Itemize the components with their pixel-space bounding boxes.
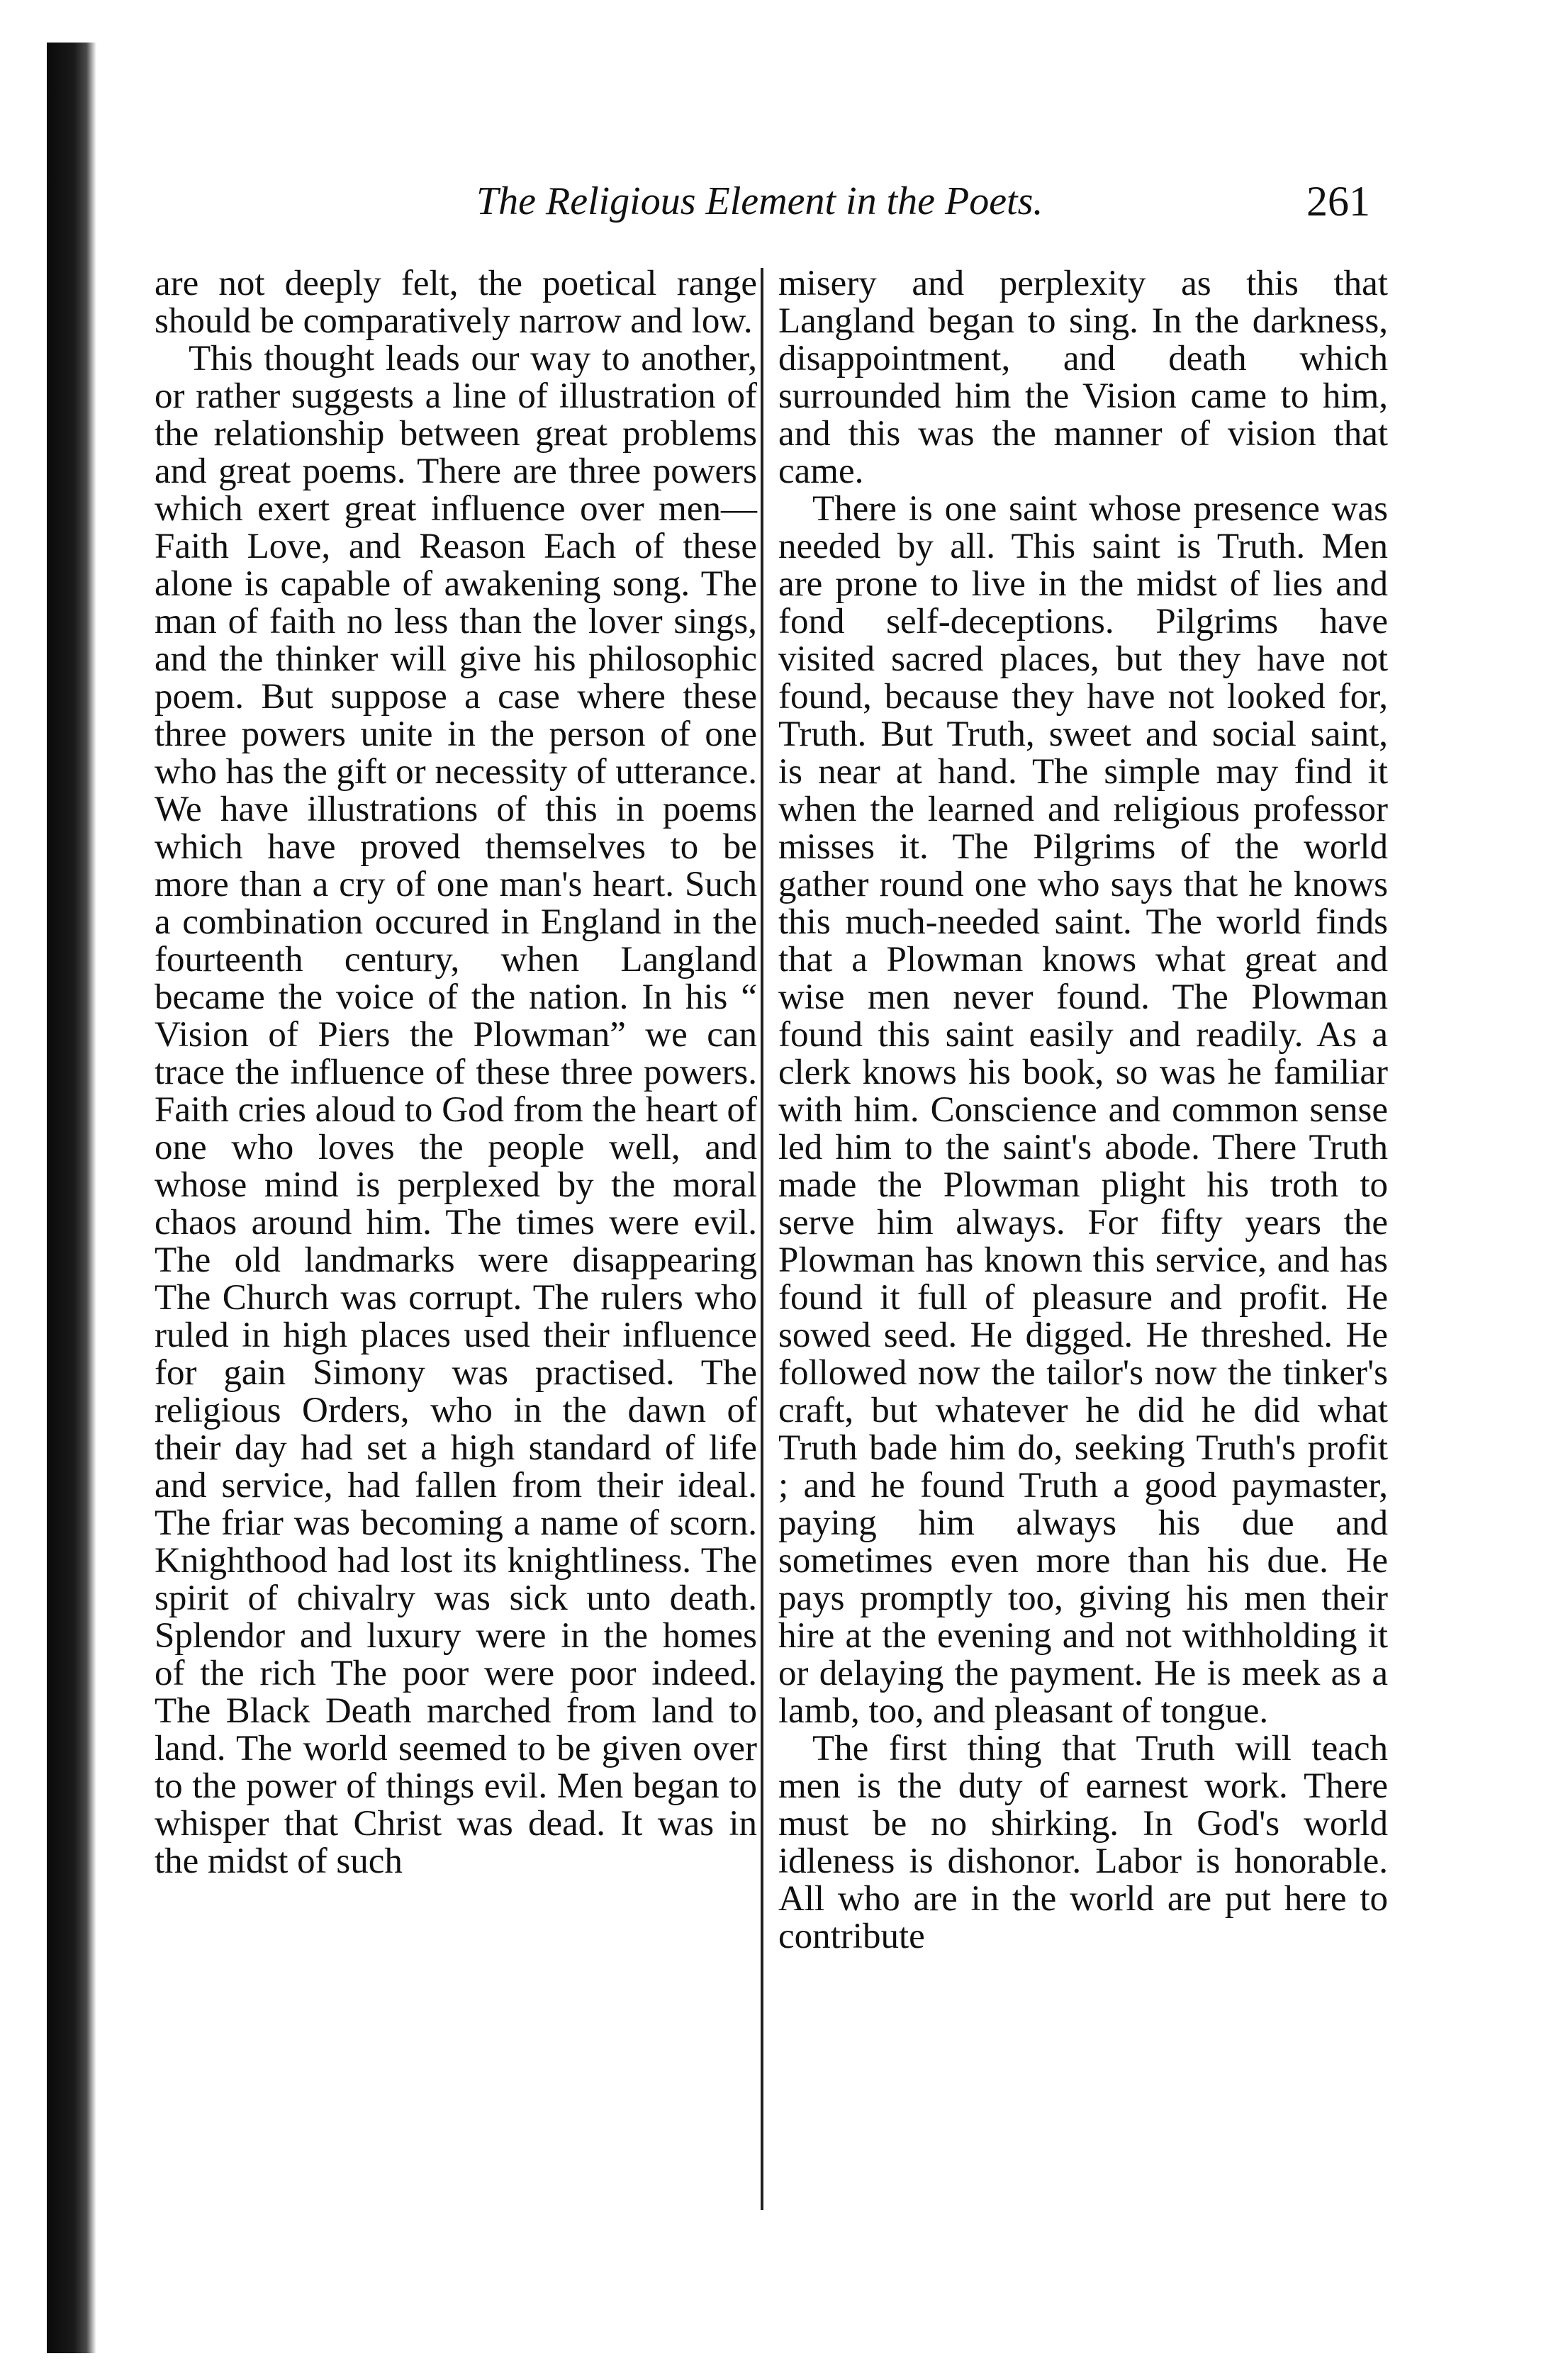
right-column [778,265,1388,1956]
paragraph: are not deeply felt, the poetical range should be comparatively narrow and low. [155,264,757,341]
paragraph: There is one saint whose presence was needed by all. This saint is Truth. Men are prone to live in the midst of lies and fond self-deceptions. Pilgrims have visited sacred places, but they have not found, because they have not looked for, Truth. But Truth, sweet and social saint, is near at hand. The simple may find it when the learned and religious professor misses it. The Pilgrims of the world gather round one who says that he knows this much-needed saint. The world finds that a Plowman knows what great and wise men never found. The Plowman found this saint easily and readily. As a clerk knows his book, so was he familiar with him. Conscience and common sense led him to the saint's abode. There Truth made the Plowman plight his troth to serve him always. For fifty years the Plowman has known this service, and has found it full of pleasure and profit. He sowed seed. He digged. He threshed. He followed now the tailor's now the tinker's craft, but whatever he did he did what Truth bade him do, seeking Truth's profit ; and he found Truth a good paymaster, paying him always his due and sometimes even more than his due. He pays promptly too, giving his men their hire at the evening and not withholding it or delaying the payment. He is meek as a lamb, too, and pleasant of tongue. [778,489,1388,1731]
binding-edge [47,43,96,2353]
left-column [155,265,757,1880]
page-number: 261 [1306,178,1370,225]
paragraph: The first thing that Truth will teach men is the duty of earnest work. There must be no shirking. In God's world idleness is dishonor. Labor is honorable. All who are in the world are put here to contribute [778,1729,1388,1956]
running-head [0,173,1568,230]
paragraph: misery and perplexity as this that Langland began to sing. In the darkness, disappointment, and death which surrounded him the Vision came to him, and this was the manner of vision that came. [778,264,1388,491]
running-title: The Religious Element in the Poets. [476,179,1043,223]
column-rule [761,268,763,2210]
paragraph: This thought leads our way to another, or rather suggests a line of illustration of the relationship between great problems and great poems. There are three powers which exert great influence over men—Faith Love, and Reason Each of these alone is capable of awakening song. The man of faith no less than the lover sings, and the thinker will give his philosophic poem. But suppose a case where these three powers unite in the person of one who has the gift or necessity of utterance. We have illustrations of this in poems which have proved themselves to be more than a cry of one man's heart. Such a combination occured in England in the fourteenth century, when Langland became the voice of the nation. In his “ Vision of Piers the Plowman” we can trace the influence of these three powers. Faith cries aloud to God from the heart of one who loves the people well, and whose mind is perplexed by the moral chaos around him. The times were evil. The old landmarks were disappearing The Church was corrupt. The rulers who ruled in high places used their influence for gain Simony was practised. The religious Orders, who in the dawn of their day had set a high standard of life and service, had fallen from their ideal. The friar was becoming a name of scorn. Knighthood had lost its knightliness. The spirit of chivalry was sick unto death. Splendor and luxury were in the homes of the rich The poor were poor indeed. The Black Death marched from land to land. The world seemed to be given over to the power of things evil. Men began to whisper that Christ was dead. It was in the midst of such [155,339,757,1881]
